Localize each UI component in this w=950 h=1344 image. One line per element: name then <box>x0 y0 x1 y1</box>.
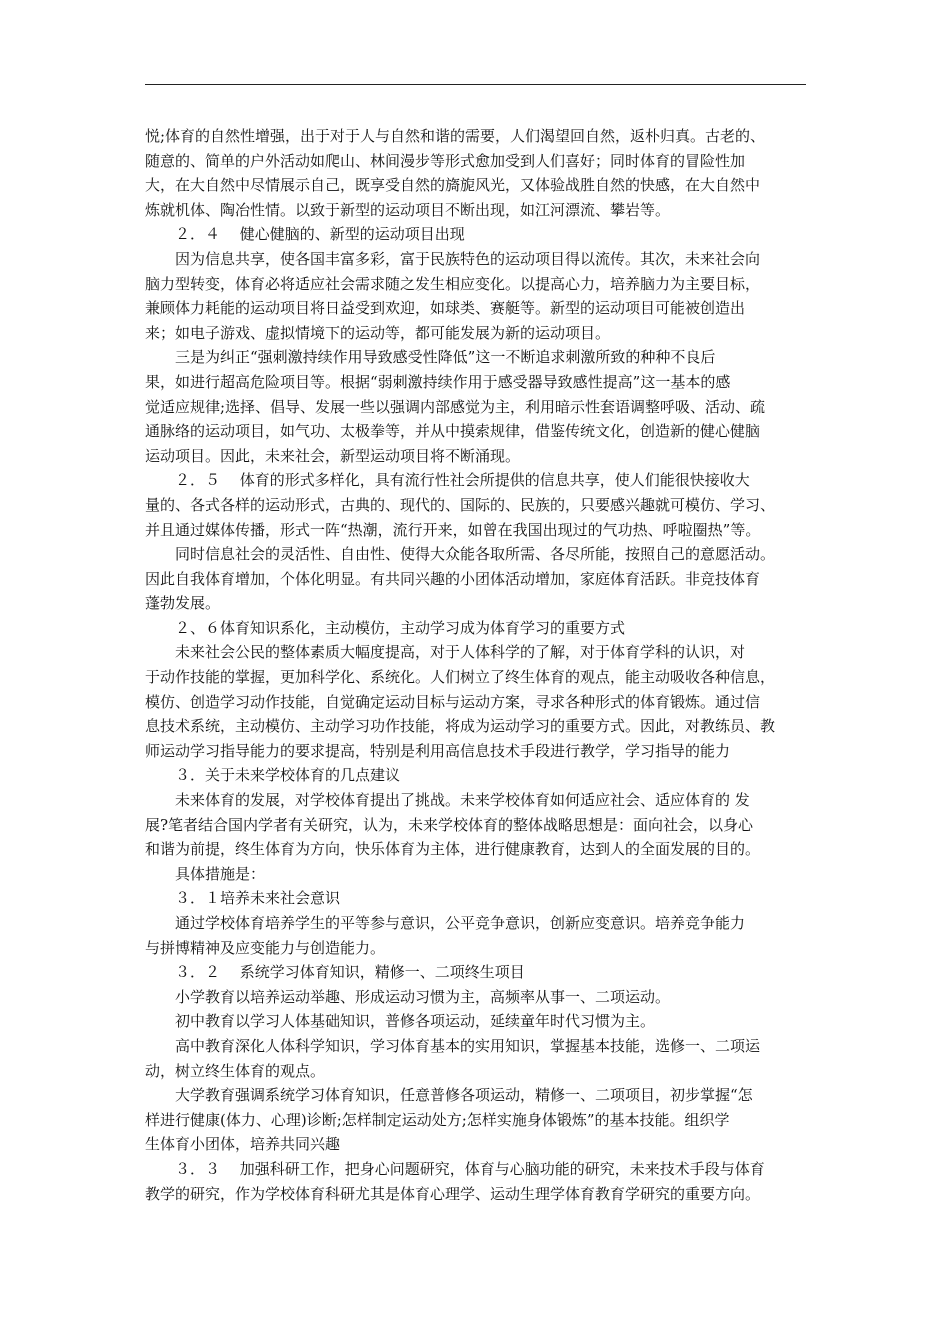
text-line: 教学的研究，作为学校体育科研尤其是体育心理学、运动生理学体育教育学研究的重要方向。 <box>145 1184 761 1203</box>
text-line: ３．１培养未来社会意识 <box>175 889 341 908</box>
text-line: 大学教育强调系统学习体育知识，任意普修各项运动，精修一、二项项目，初步掌握“怎 <box>175 1086 753 1105</box>
text-line: 三是为纠正“强刺激持续作用导致感受性降低”这一不断追求刺激所致的种种不良后 <box>175 348 716 367</box>
text-line: ３．关于未来学校体育的几点建议 <box>175 766 401 785</box>
text-line: 蓬勃发展。 <box>145 594 221 613</box>
text-line: 通过学校体育培养学生的平等参与意识，公平竞争意识，创新应变意识。培养竞争能力 <box>175 914 746 932</box>
text-line: 师运动学习指导能力的要求提高，特别是利用高信息技术手段进行教学，学习指导的能力 <box>145 741 731 760</box>
text-line: 因此自我体育增加，个体化明显。有共同兴趣的小团体活动增加，家庭体育活跃。非竞技体育 <box>145 569 761 588</box>
header-rule <box>145 84 806 85</box>
text-line: 随意的、简单的户外活动如爬山、林间漫步等形式愈加受到人们喜好；同时体育的冒险性加 <box>145 151 746 170</box>
text-line: 息技术系统，主动模仿、主动学习功作技能，将成为运动学习的重要方式。因此，对教练员、教 <box>145 717 776 736</box>
text-line: 高中教育深化人体科学知识，学习体育基本的实用知识，掌握基本技能，选修一、二项运 <box>175 1036 761 1055</box>
text-line: 与拼博精神及应变能力与创造能力。 <box>145 938 386 957</box>
text-line: 通脉络的运动项目，如气功、太极拳等，并从中摸索规律，借鉴传统文化，创造新的健心健脑 <box>145 422 761 441</box>
text-line: 小学教育以培养运动举趣、形成运动习惯为主，高频率从事一、二项运动。 <box>175 987 671 1006</box>
text-line: 量的、各式各样的运动形式，古典的、现代的、国际的、民族的，只要感兴趣就可模仿、学习、 <box>145 495 776 514</box>
text-line: 样进行健康(体力、心理)诊断;怎样制定运动处方;怎样实施身体锻炼”的基本技能。组织学 <box>145 1110 730 1129</box>
text-line: 觉适应规律;选择、倡导、发展一些以强调内部感觉为主，利用暗示性套语调整呼吸、活动、疏 <box>145 397 766 416</box>
text-line: 和谐为前提，终生体育为方向，快乐体育为主体，进行健康教育，达到人的全面发展的目的。 <box>145 840 761 859</box>
text-line: ３．３ 加强科研工作，把身心问题研究，体育与心脑功能的研究，未来技术手段与体育 <box>175 1159 765 1178</box>
text-line: 炼就机体、陶冶性情。以致于新型的运动项目不断出现，如江河漂流、攀岩等。 <box>145 200 671 219</box>
text-line: 动，树立终生体育的观点。 <box>145 1061 326 1080</box>
text-line: 生体育小团体，培养共同兴趣 <box>145 1135 341 1154</box>
text-line: 来；如电子游戏、虚拟情境下的运动等，都可能发展为新的运动项目。 <box>145 323 611 342</box>
text-line: ３．２ 系统学习体育知识，精修一、二项终生项目 <box>175 963 525 982</box>
text-line: 未来体育的发展，对学校体育提出了挑战。未来学校体育如何适应社会、适应体育的 发 <box>175 791 750 810</box>
text-line: 运动项目。因此，未来社会，新型运动项目将不断涌现。 <box>145 446 521 465</box>
body-text <box>145 124 810 1206</box>
text-line: 同时信息社会的灵活性、自由性、使得大众能各取所需、各尽所能，按照自己的意愿活动。 <box>175 545 776 564</box>
text-line: 于动作技能的掌握，更加科学化、系统化。人们树立了终生体育的观点，能主动吸收各种信息， <box>145 668 776 687</box>
text-line: 脑力型转变，体育必将适应社会需求随之发生相应变化。以提高心力，培养脑力为主要目标， <box>145 274 761 293</box>
text-line: 模仿、创造学习动作技能，自觉确定运动目标与运动方案，寻求各种形式的体育锻炼。通过信 <box>145 692 761 711</box>
text-line: 展?笔者结合国内学者有关研究，认为，未来学校体育的整体战略思想是：面向社会，以身心 <box>145 815 754 834</box>
text-line: ２．４ 健心健脑的、新型的运动项目出现 <box>175 225 465 244</box>
text-line: 因为信息共享，使各国丰富多彩，富于民族特色的运动项目得以流传。其次，未来社会向 <box>175 249 761 268</box>
text-line: 并且通过媒体传播，形式一阵“热潮，流行开来，如曾在我国出现过的气功热、呼啦圈热”等。 <box>145 520 761 539</box>
text-line: 悦;体育的自然性增强，出于对于人与自然和谐的需要，人们渴望回自然，返朴归真。古老的、 <box>145 127 766 145</box>
text-line: ２．５ 体育的形式多样化，具有流行性社会所提供的信息共享，使人们能很快接收大 <box>175 471 750 490</box>
text-line: 大，在大自然中尽情展示自己，既享受自然的旖旎风光，又体验战胜自然的快感，在大自然中 <box>145 176 761 195</box>
text-line: 兼顾体力耗能的运动项目将日益受到欢迎，如球类、赛艇等。新型的运动项目可能被创造出 <box>145 299 746 318</box>
text-line: 果，如进行超高危险项目等。根据“弱刺激持续作用于感受器导致感性提高”这一基本的感 <box>145 372 731 391</box>
text-line: 具体措施是： <box>175 864 266 883</box>
text-line: ２、６体育知识系化，主动模仿，主动学习成为体育学习的重要方式 <box>175 618 626 637</box>
text-line: 未来社会公民的整体素质大幅度提高，对于人体科学的了解，对于体育学科的认识，对 <box>175 643 746 662</box>
text-line: 初中教育以学习人体基础知识，普修各项运动，延续童年时代习惯为主。 <box>175 1012 656 1031</box>
